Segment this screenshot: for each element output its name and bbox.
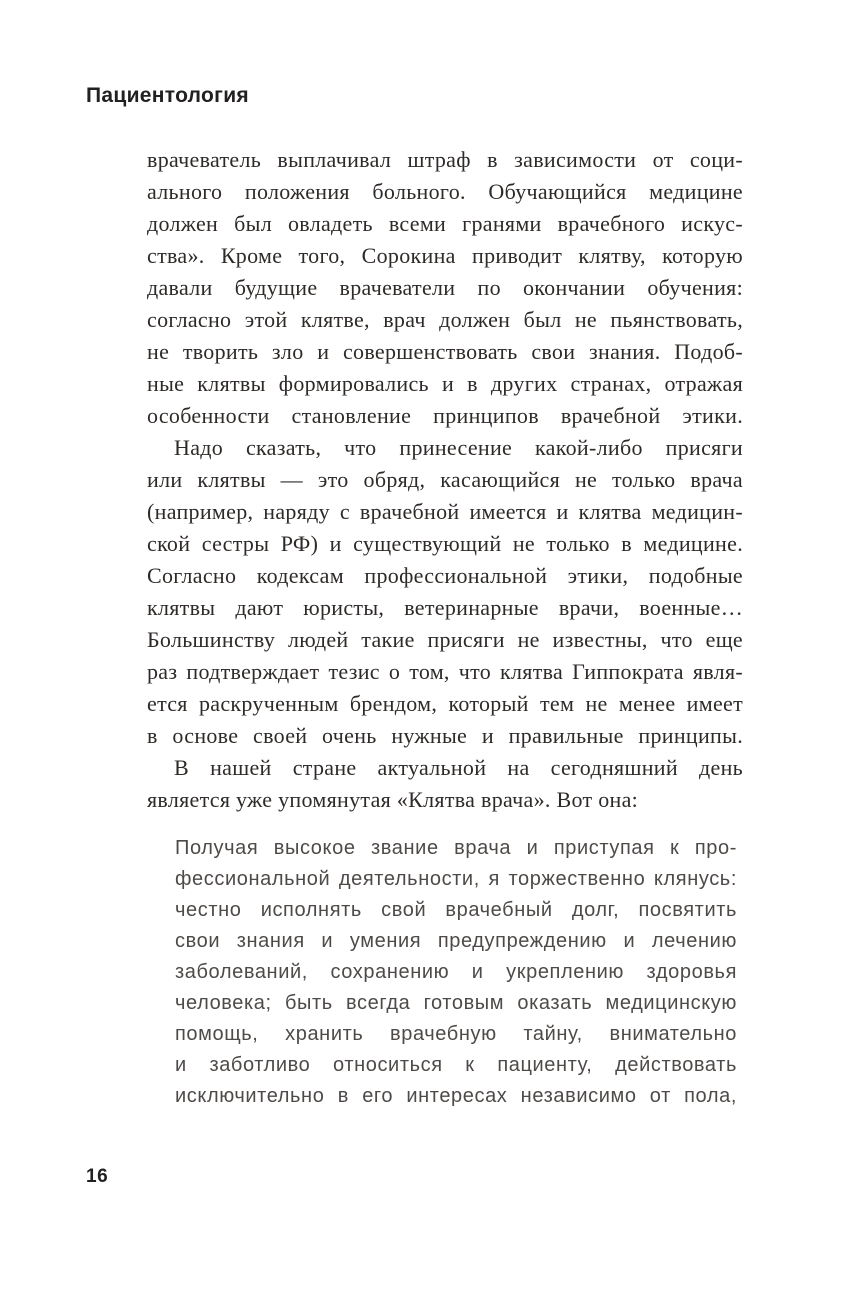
running-header: Пациентология [86,84,249,107]
text-line: В нашей стране актуальной на сегодняшний день [174,755,743,780]
paragraph [147,432,743,752]
text-line: в основе своей очень нужные и правильные принципы. [147,723,743,748]
text-line: Получая высокое звание врача и приступая к про- [175,837,737,859]
text-line: исключительно в его интересах независимо от пола, [175,1085,737,1107]
text-line: Надо сказать, что принесение какой-либо присяги [174,435,743,460]
text-line: врачеватель выплачивал штраф в зависимости от соци- [147,147,743,172]
text-line: Большинству людей такие присяги не известны, что еще [147,627,743,652]
page-number: 16 [86,1166,109,1187]
text-line: клятвы дают юристы, ветеринарные врачи, военные… [147,595,743,620]
text-line: (например, наряду с врачебной имеется и клятва медицин- [147,499,743,524]
text-line: свои знания и умения предупреждению и лечению [175,930,737,952]
text-line: ального положения больного. Обучающийся медицине [147,179,743,204]
paragraph [147,144,743,432]
text-line: Согласно кодексам профессиональной этики, подобные [147,563,743,588]
text-line: согласно этой клятве, врач должен был не пьянствовать, [147,307,743,332]
text-line: давали будущие врачеватели по окончании обучения: [147,275,743,300]
text-line: должен был овладеть всеми гранями врачебного искус- [147,211,743,236]
text-line: ется раскрученным брендом, который тем не менее имеет [147,691,743,716]
text-line: фессиональной деятельности, я торжественно клянусь: [175,868,737,890]
text-line: не творить зло и совершенствовать свои знания. Подоб- [147,339,743,364]
text-line: человека; быть всегда готовым оказать медицинскую [175,992,737,1014]
text-line: честно исполнять свой врачебный долг, посвятить [175,899,737,921]
text-line: и заботливо относиться к пациенту, действовать [175,1054,737,1076]
paragraph [147,752,743,816]
text-line: или клятвы — это обряд, касающийся не только врача [147,467,743,492]
text-line: раз подтверждает тезис о том, что клятва Гиппократа явля- [147,659,743,684]
text-line: заболеваний, сохранению и укреплению здоровья [175,961,737,983]
text-line: является уже упомянутая «Клятва врача». Вот она: [147,787,639,812]
text-line: особенности становление принципов врачебной этики. [147,403,743,428]
text-line: ные клятвы формировались и в других странах, отражая [147,371,743,396]
text-line: ства». Кроме того, Сорокина приводит клятву, которую [147,243,743,268]
text-line: помощь, хранить врачебную тайну, внимательно [175,1023,737,1045]
body-text [147,144,743,1112]
oath-quote [175,833,737,1112]
text-line: ской сестры РФ) и существующий не только в медицине. [147,531,743,556]
